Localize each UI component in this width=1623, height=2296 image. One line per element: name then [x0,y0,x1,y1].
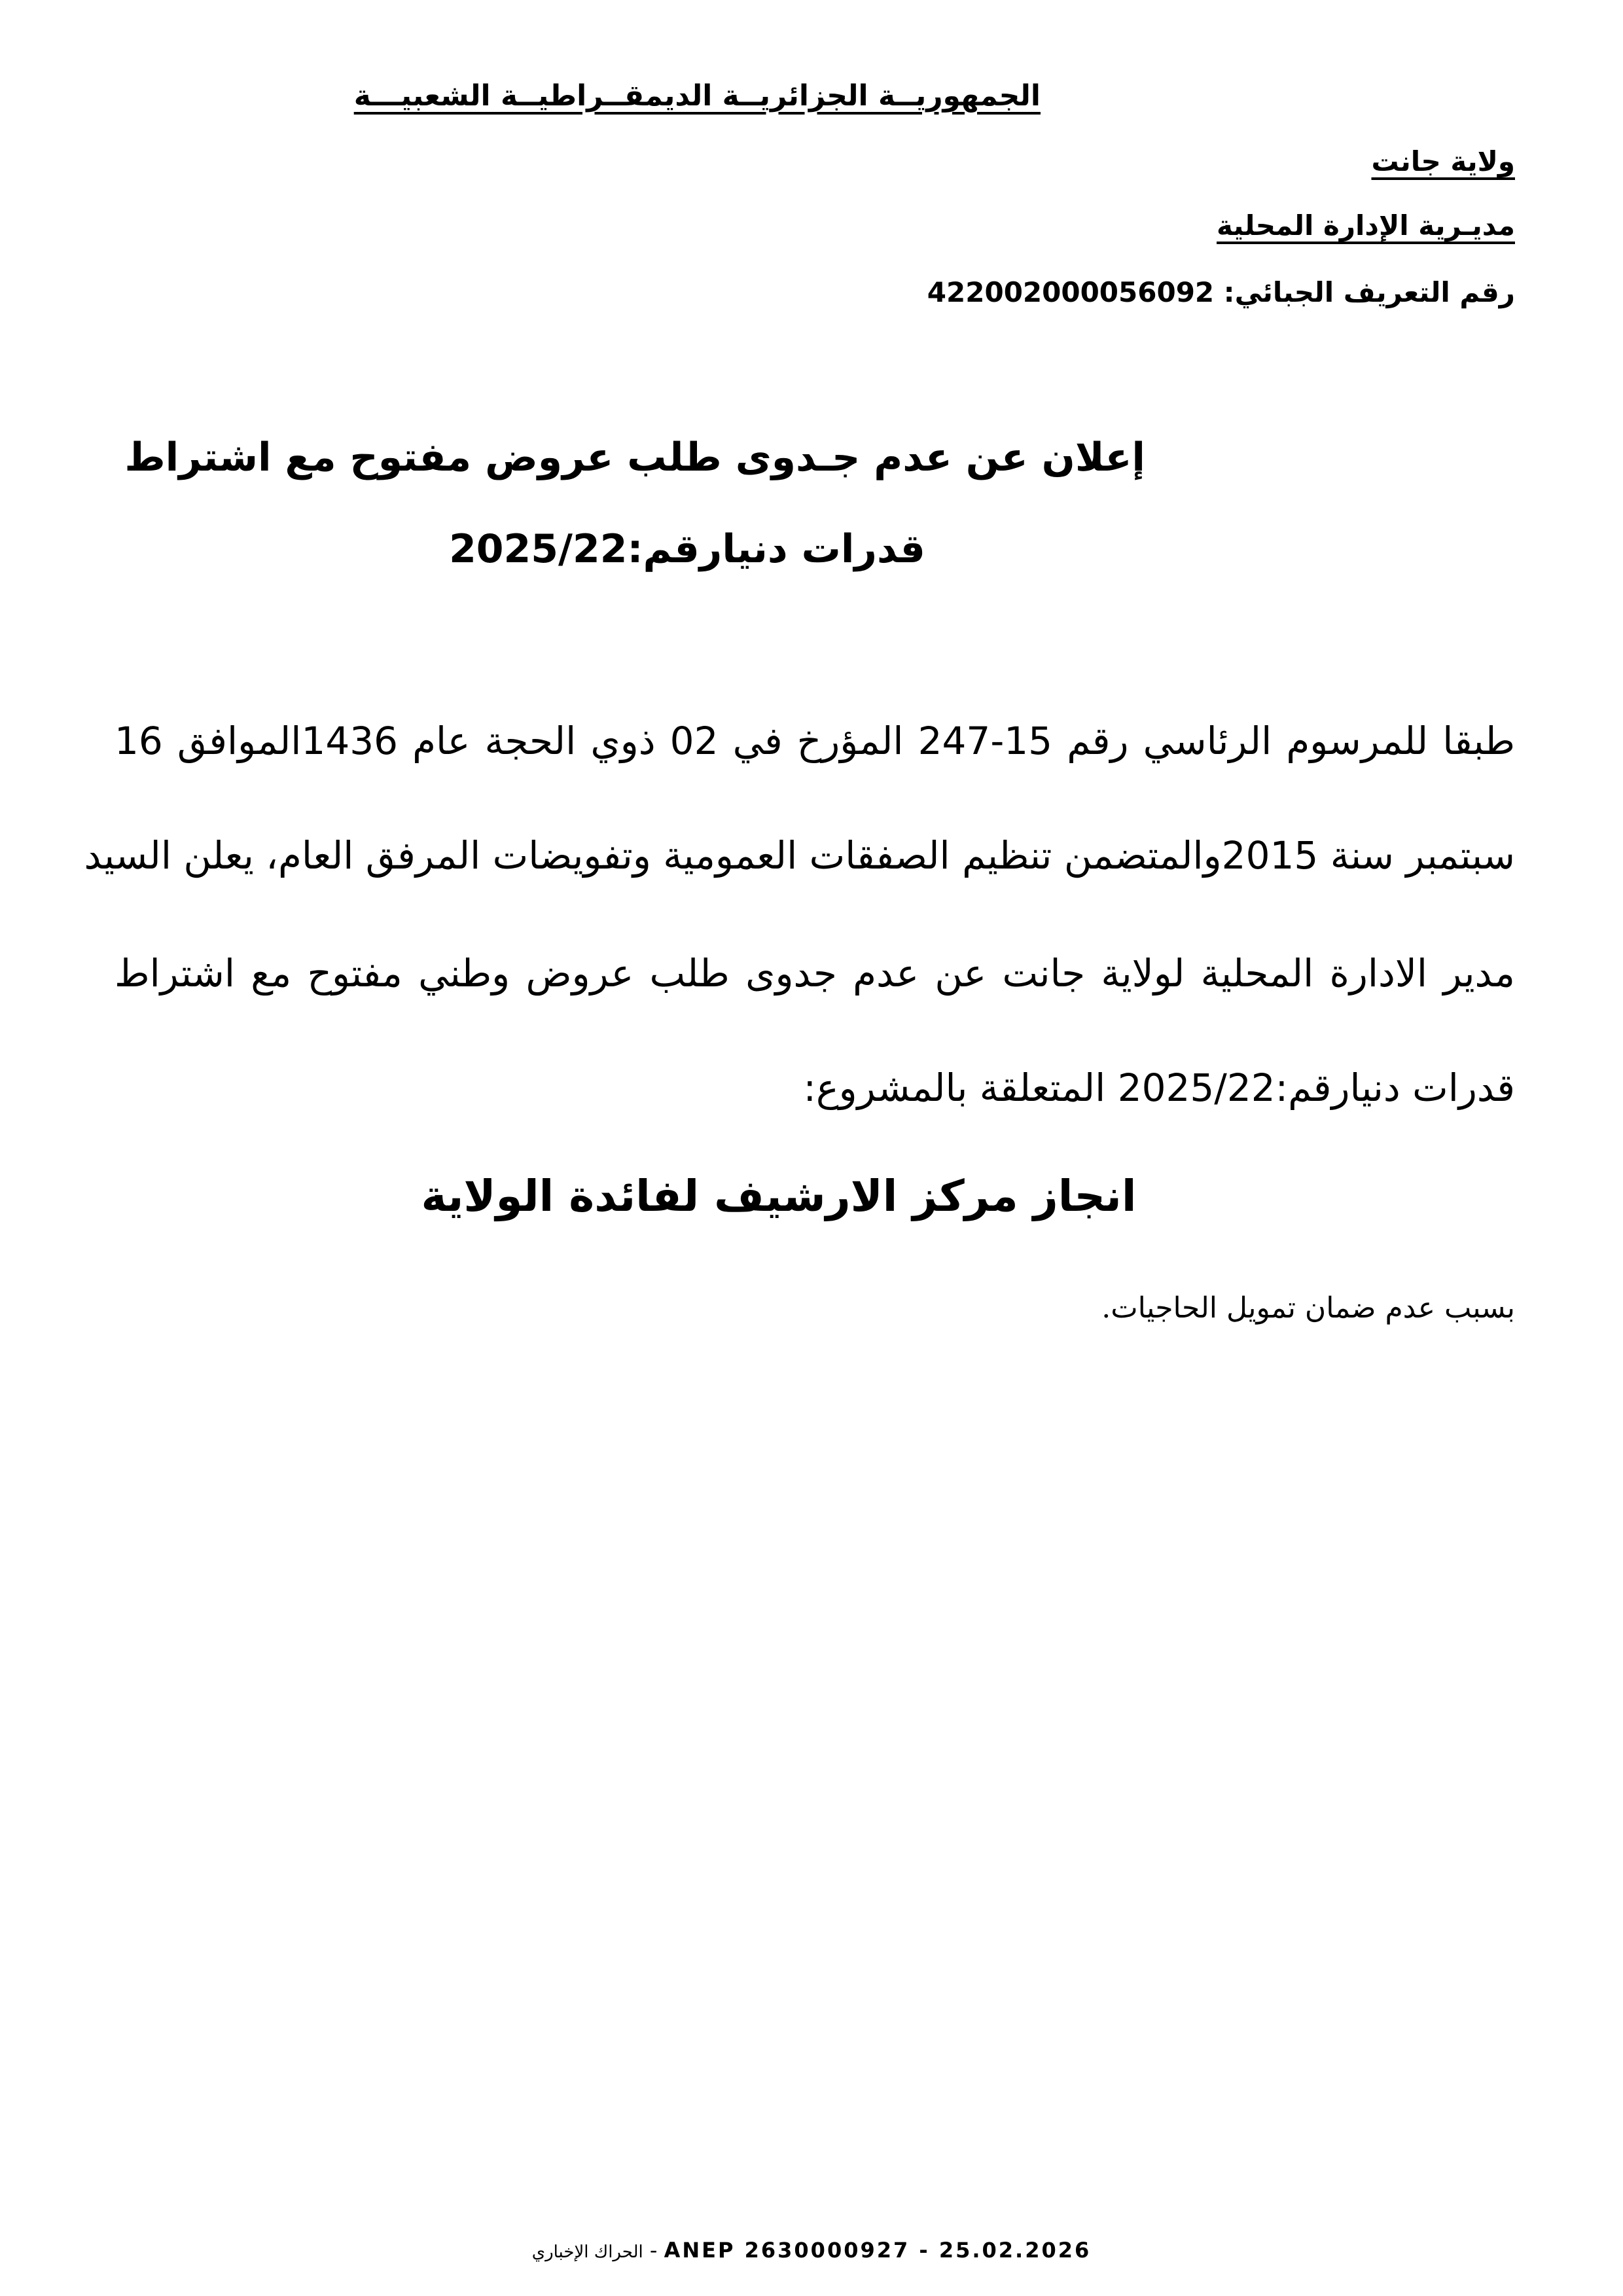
notice-title-number: قدرات دنيارقم:2025/22 [449,526,925,572]
body-line-2: سبتمبر سنة 2015والمتضمن تنظيم الصفقات العمومية وتفويضات المرفق العام، يعلن السيد [84,833,1515,878]
notice-title: إعلان عن عدم جـدوى طلب عروض مفتوح مع اشتراط [124,435,1145,480]
publication-footer [497,2237,1126,2265]
directorate-name: مديـرية الإدارة المحلية [1217,209,1515,242]
anep-reference: ANEP 2630000927 - 25.02.2026 [664,2238,1092,2263]
wilaya-name: ولاية جانت [1371,145,1515,177]
footer-separator: - [643,2238,664,2263]
project-title: انجاز مركز الارشيف لفائدة الولاية [421,1171,1137,1221]
body-line-4: قدرات دنيارقم:2025/22 المتعلقة بالمشروع: [803,1066,1515,1110]
fiscal-id [927,275,1515,311]
body-line-3: مدير الادارة المحلية لولاية جانت عن عدم جدوى طلب عروض وطني مفتوح مع اشتراط [115,951,1515,996]
publication-brand: الحراك الإخباري [531,2242,643,2262]
fiscal-id-label: رقم التعريف الجبائي: [1223,276,1515,308]
reason-text: بسبب عدم ضمان تمويل الحاجيات. [1101,1291,1515,1325]
republic-heading: الجمهوريــة الجزائريــة الديمقــراطيــة الشعبيـــة [353,79,1041,113]
fiscal-id-value: 422002000056092 [927,276,1215,308]
body-line-1: طبقا للمرسوم الرئاسي رقم 15-247 المؤرخ في 02 ذوي الحجة عام 1436الموافق 16 [115,719,1515,763]
